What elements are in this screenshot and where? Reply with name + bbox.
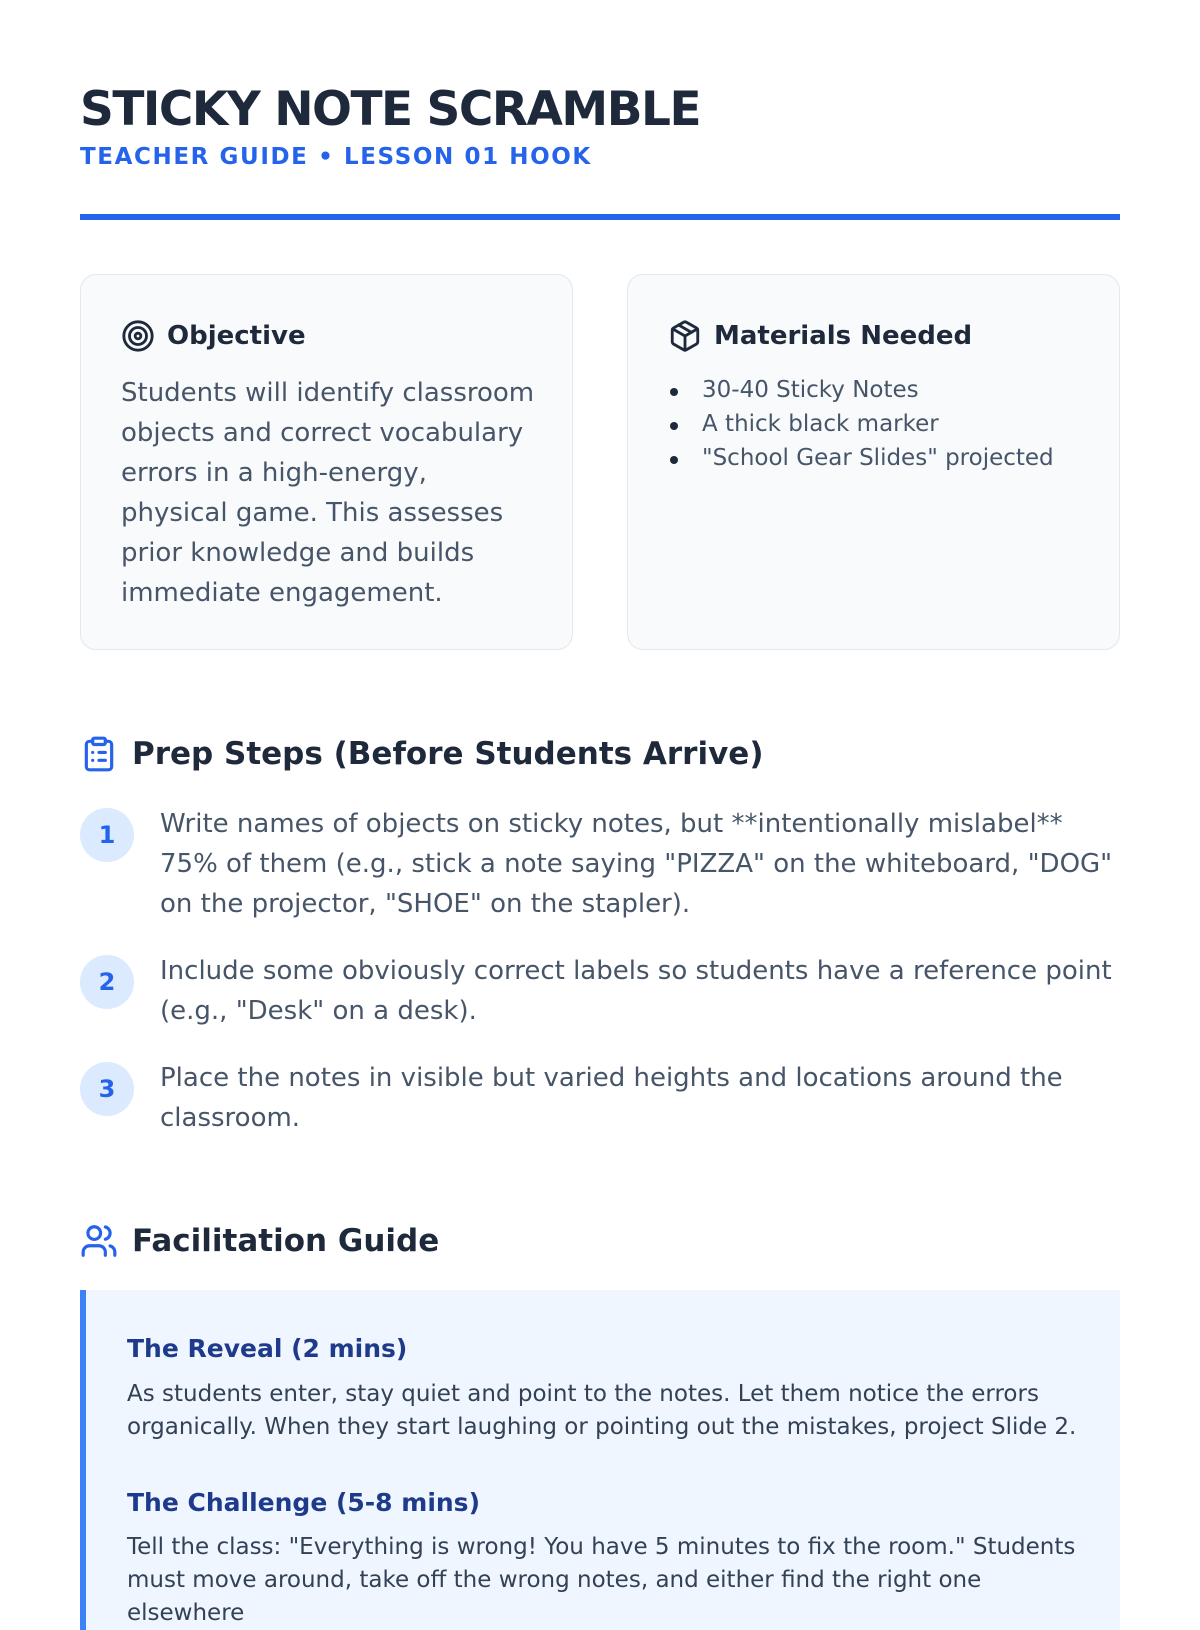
step-number-badge: 3	[80, 1062, 134, 1116]
prep-steps-title: Prep Steps (Before Students Arrive)	[132, 736, 764, 772]
materials-title: Materials Needed	[714, 321, 973, 351]
materials-card	[627, 274, 1120, 650]
step-number-badge: 2	[80, 955, 134, 1009]
objective-card	[80, 274, 573, 650]
teacher-guide-page	[80, 0, 1120, 1626]
challenge-phase-title: The Challenge (5-8 mins)	[127, 1488, 480, 1517]
step-number-badge: 1	[80, 808, 134, 862]
prep-steps-header	[80, 735, 764, 773]
package-icon	[668, 319, 702, 353]
facilitation-guide-title: Facilitation Guide	[132, 1223, 440, 1259]
clipboard-list-icon	[80, 735, 118, 773]
users-icon	[80, 1222, 118, 1260]
challenge-phase-text: Tell the class: "Everything is wrong! You have 5 minutes to fix the room." Students must move around, take off the wrong notes, and either find the right one elsewhere	[127, 1534, 1076, 1626]
step-text: Place the notes in visible but varied heights and locations around the classroom.	[160, 1063, 1063, 1133]
facilitation-guide-header	[80, 1222, 439, 1260]
list-item: A thick black marker	[668, 407, 1098, 441]
reveal-phase-text: As students enter, stay quiet and point to the notes. Let them notice the errors organically. When they start laughing or pointing out the mistakes, project Slide 2.	[127, 1381, 1077, 1440]
objective-header	[121, 319, 306, 353]
page-title: STICKY NOTE SCRAMBLE	[80, 82, 701, 137]
objective-title: Objective	[167, 321, 306, 351]
list-item: "School Gear Slides" projected	[668, 441, 1098, 475]
step-text: Write names of objects on sticky notes, but **intentionally mislabel** 75% of them (e.g., stick a note saying "PIZZA" on the whiteboard, "DOG" on the projector, "SHOE" on the stapler).	[160, 809, 1113, 919]
step-text: Include some obviously correct labels so students have a reference point (e.g., "Desk" on a desk).	[160, 956, 1112, 1026]
header-divider	[80, 214, 1120, 220]
reveal-phase-title: The Reveal (2 mins)	[127, 1334, 408, 1363]
target-icon	[121, 319, 155, 353]
materials-list	[668, 373, 1098, 475]
facilitation-callout	[80, 1290, 1120, 1630]
objective-text: Students will identify classroom objects and correct vocabulary errors in a high-energy, physical game. This assesses prior knowledge and builds immediate engagement.	[121, 378, 535, 608]
page-subtitle: TEACHER GUIDE • LESSON 01 HOOK	[80, 144, 592, 170]
list-item: 30-40 Sticky Notes	[668, 373, 1098, 407]
materials-header	[668, 319, 972, 353]
